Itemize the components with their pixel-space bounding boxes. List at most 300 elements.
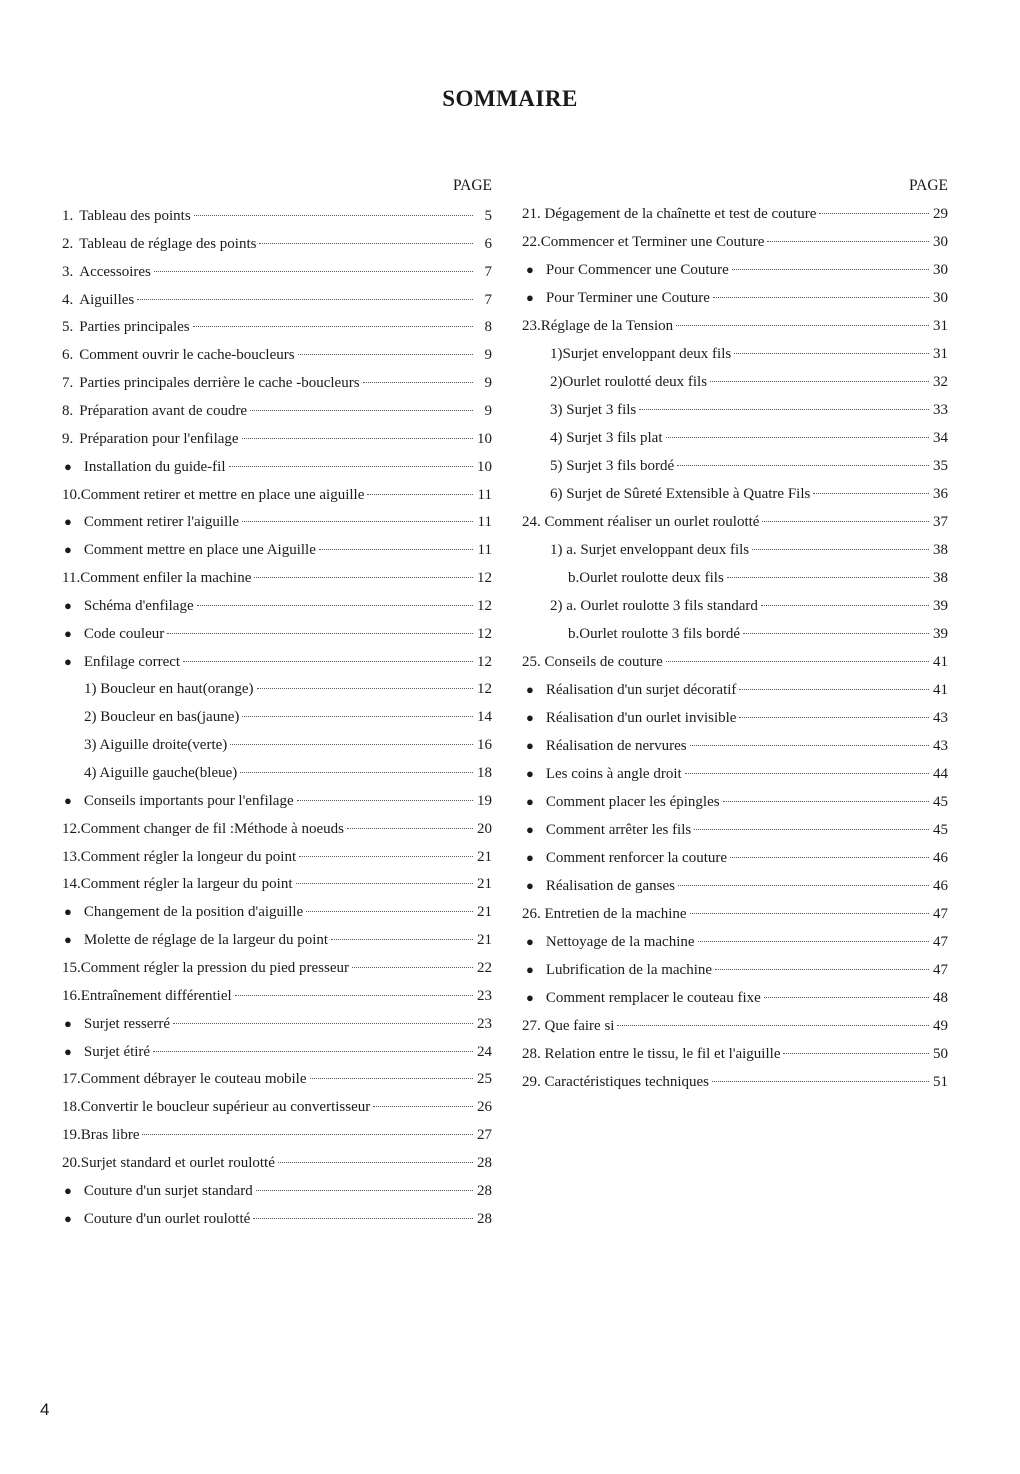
toc-entry bbox=[62, 652, 492, 672]
entry-label: 18.Convertir le boucleur supérieur au convertisseur bbox=[62, 1099, 371, 1116]
toc-entry bbox=[62, 429, 492, 449]
dot-leader bbox=[743, 632, 929, 634]
toc-entry bbox=[62, 763, 492, 783]
toc-entry bbox=[62, 1153, 492, 1173]
entry-label: Tableau des points bbox=[79, 208, 191, 224]
entry-label: b.Ourlet roulotte deux fils bbox=[568, 570, 724, 586]
dot-leader bbox=[373, 1105, 473, 1107]
entry-label: Schéma d'enfilage bbox=[83, 597, 194, 614]
toc-entry bbox=[62, 540, 492, 560]
dot-leader bbox=[278, 1161, 473, 1163]
entry-page: 11 bbox=[477, 486, 492, 503]
dot-leader bbox=[296, 882, 473, 884]
entry-label: 14.Comment régler la largeur du point bbox=[62, 876, 293, 893]
entry-label: Surjet resserré bbox=[83, 1015, 171, 1032]
dot-leader bbox=[761, 604, 929, 606]
dot-leader bbox=[250, 409, 473, 411]
entry-label: Molette de réglage de la largeur du point bbox=[83, 932, 329, 949]
dot-leader bbox=[783, 1052, 929, 1054]
entry-page: 23 bbox=[477, 1015, 492, 1032]
entry-label: 25. Conseils de couture bbox=[522, 654, 663, 670]
entry-page: 38 bbox=[933, 542, 948, 558]
dot-leader bbox=[229, 465, 474, 467]
toc-left-column bbox=[62, 176, 492, 1227]
entry-number: 2. bbox=[62, 235, 74, 252]
entry-page: 18 bbox=[477, 765, 492, 781]
dot-leader bbox=[698, 940, 929, 942]
entry-label: Conseils importants pour l'enfilage bbox=[83, 792, 294, 809]
entry-number: 1. bbox=[62, 208, 74, 224]
dot-leader bbox=[767, 240, 929, 242]
entry-page: 31 bbox=[933, 318, 948, 334]
bullet-icon: ● bbox=[64, 597, 72, 613]
entry-label: Préparation avant de coudre bbox=[79, 402, 248, 419]
toc-entry bbox=[522, 624, 948, 644]
entry-page: 43 bbox=[933, 738, 948, 754]
toc-entry bbox=[522, 428, 948, 448]
toc-entry bbox=[62, 735, 492, 755]
entry-label: 17.Comment débrayer le couteau mobile bbox=[62, 1071, 307, 1088]
entry-page: 31 bbox=[933, 346, 948, 362]
entry-page: 12 bbox=[477, 570, 492, 587]
toc-entry bbox=[62, 791, 492, 811]
toc-entry bbox=[522, 792, 948, 812]
entry-number: 8. bbox=[62, 402, 74, 419]
entry-label: 11.Comment enfiler la machine bbox=[62, 570, 252, 587]
entry-page: 46 bbox=[933, 878, 948, 894]
dot-leader bbox=[167, 632, 473, 634]
toc-entry bbox=[62, 1209, 492, 1229]
entry-page: 21 bbox=[477, 876, 492, 893]
entry-label: 5) Surjet 3 fils bordé bbox=[550, 458, 675, 474]
dot-leader bbox=[197, 604, 473, 606]
entry-page: 48 bbox=[933, 990, 948, 1006]
entry-page: 45 bbox=[933, 794, 948, 810]
entry-label: 20.Surjet standard et ourlet roulotté bbox=[62, 1154, 275, 1171]
toc-entry bbox=[62, 373, 492, 393]
toc-entry bbox=[62, 1125, 492, 1145]
entry-page: 16 bbox=[477, 737, 492, 754]
entry-page: 28 bbox=[477, 1182, 492, 1199]
dot-leader bbox=[694, 828, 929, 830]
entry-page: 12 bbox=[477, 625, 492, 642]
entry-number: 3. bbox=[62, 263, 74, 280]
entry-page: 12 bbox=[477, 681, 492, 698]
dot-leader bbox=[183, 660, 473, 662]
toc-entry bbox=[522, 848, 948, 868]
dot-leader bbox=[242, 520, 473, 522]
toc-entry bbox=[62, 819, 492, 839]
dot-leader bbox=[666, 436, 930, 438]
entry-label: Enfilage correct bbox=[83, 653, 181, 670]
entry-label: 26. Entretien de la machine bbox=[522, 906, 687, 922]
dot-leader bbox=[712, 1080, 929, 1082]
entry-page: 20 bbox=[477, 820, 492, 837]
toc-entry bbox=[522, 288, 948, 308]
entry-page: 7 bbox=[484, 291, 492, 308]
bullet-icon: ● bbox=[64, 1015, 72, 1031]
entry-label: Comment ouvrir le cache-boucleurs bbox=[79, 347, 295, 364]
entry-label: 3) Aiguille droite(verte) bbox=[84, 737, 228, 754]
toc-entry bbox=[522, 484, 948, 504]
entry-label: 12.Comment changer de fil :Méthode à noeuds bbox=[62, 820, 345, 837]
dot-leader bbox=[256, 1189, 473, 1191]
toc-entry bbox=[522, 400, 948, 420]
entry-label: Les coins à angle droit bbox=[545, 766, 682, 782]
entry-page: 47 bbox=[933, 906, 948, 922]
bullet-icon: ● bbox=[526, 766, 534, 781]
entry-label: Code couleur bbox=[83, 625, 165, 642]
toc-entry bbox=[62, 568, 492, 588]
toc-entry bbox=[522, 568, 948, 588]
entry-label: 24. Comment réaliser un ourlet roulotté bbox=[522, 514, 760, 530]
bullet-icon: ● bbox=[526, 934, 534, 949]
entry-label: 4) Aiguille gauche(bleue) bbox=[84, 765, 238, 781]
entry-page: 23 bbox=[477, 987, 492, 1004]
toc-entry bbox=[522, 708, 948, 728]
dot-leader bbox=[639, 408, 929, 410]
dot-leader bbox=[617, 1024, 929, 1026]
entry-page: 11 bbox=[477, 542, 492, 559]
dot-leader bbox=[363, 381, 473, 383]
toc-entry bbox=[62, 1014, 492, 1034]
dot-leader bbox=[193, 325, 473, 327]
page-title: SOMMAIRE bbox=[442, 86, 578, 111]
entry-page: 9 bbox=[484, 375, 492, 392]
entry-page: 24 bbox=[477, 1043, 492, 1060]
dot-leader bbox=[730, 856, 929, 858]
toc-entry bbox=[522, 540, 948, 560]
dot-leader bbox=[297, 799, 473, 801]
entry-label: 19.Bras libre bbox=[62, 1127, 140, 1144]
dot-leader bbox=[299, 855, 473, 857]
entry-page: 30 bbox=[933, 234, 948, 250]
entry-page: 50 bbox=[933, 1046, 948, 1062]
toc-entry bbox=[522, 904, 948, 924]
toc-entry bbox=[522, 260, 948, 280]
entry-label: Réalisation d'un surjet décoratif bbox=[545, 682, 737, 698]
dot-leader bbox=[153, 1050, 473, 1052]
entry-page: 45 bbox=[933, 822, 948, 838]
bullet-icon: ● bbox=[64, 458, 72, 474]
entry-label: Couture d'un ourlet roulotté bbox=[83, 1210, 251, 1227]
entry-label: Préparation pour l'enfilage bbox=[79, 430, 239, 447]
bullet-icon: ● bbox=[64, 932, 72, 948]
entry-label: 2) a. Ourlet roulotte 3 fils standard bbox=[550, 598, 758, 614]
entry-page: 8 bbox=[484, 319, 492, 336]
toc-entry bbox=[62, 1069, 492, 1089]
entry-label: Accessoires bbox=[79, 263, 151, 280]
toc-entry bbox=[522, 344, 948, 364]
dot-leader bbox=[666, 660, 929, 662]
entry-page: 41 bbox=[933, 654, 948, 670]
entry-label: 1) a. Surjet enveloppant deux fils bbox=[550, 542, 750, 558]
entry-page: 39 bbox=[933, 598, 948, 614]
dot-leader bbox=[242, 715, 473, 717]
dot-leader bbox=[676, 324, 929, 326]
toc-entry bbox=[522, 652, 948, 672]
entry-page: 5 bbox=[484, 208, 492, 224]
entry-page: 47 bbox=[933, 962, 948, 978]
entry-page: 14 bbox=[477, 709, 492, 726]
entry-label: 10.Comment retirer et mettre en place une aiguille bbox=[62, 486, 365, 503]
entry-label: Comment renforcer la couture bbox=[545, 850, 728, 866]
dot-leader bbox=[710, 380, 929, 382]
toc-entry bbox=[62, 290, 492, 310]
dot-leader bbox=[713, 296, 929, 298]
dot-leader bbox=[142, 1133, 473, 1135]
toc-entry bbox=[522, 960, 948, 980]
entry-page: 28 bbox=[477, 1210, 492, 1227]
bullet-icon: ● bbox=[526, 878, 534, 893]
entry-label: Comment remplacer le couteau fixe bbox=[545, 990, 761, 1006]
entry-label: Tableau de réglage des points bbox=[79, 235, 257, 252]
entry-page: 36 bbox=[933, 486, 948, 502]
entry-label: 3) Surjet 3 fils bbox=[550, 402, 637, 418]
entry-label: 29. Caractéristiques techniques bbox=[522, 1074, 710, 1090]
dot-leader bbox=[367, 493, 473, 495]
entry-page: 11 bbox=[477, 514, 492, 531]
bullet-icon: ● bbox=[526, 682, 534, 697]
dot-leader bbox=[235, 994, 473, 996]
entry-page: 12 bbox=[477, 653, 492, 670]
dot-leader bbox=[678, 884, 929, 886]
dot-leader bbox=[715, 968, 929, 970]
entry-page: 19 bbox=[477, 792, 492, 809]
bullet-icon: ● bbox=[526, 850, 534, 865]
entry-page: 32 bbox=[933, 374, 948, 390]
toc-entry bbox=[522, 596, 948, 616]
entry-page: 6 bbox=[484, 235, 492, 252]
toc-entry bbox=[522, 456, 948, 476]
toc-entry bbox=[62, 874, 492, 894]
toc-entry bbox=[62, 345, 492, 365]
entry-page: 33 bbox=[933, 402, 948, 418]
dot-leader bbox=[764, 996, 929, 998]
dot-leader bbox=[723, 800, 929, 802]
entry-label: Réalisation de ganses bbox=[545, 878, 675, 894]
toc-entry bbox=[522, 232, 948, 252]
bullet-icon: ● bbox=[526, 822, 534, 837]
entry-label: 4) Surjet 3 fils plat bbox=[550, 430, 663, 446]
entry-label: 13.Comment régler la longeur du point bbox=[62, 848, 297, 865]
bullet-icon: ● bbox=[64, 1043, 72, 1059]
entry-page: 21 bbox=[477, 904, 492, 921]
entry-label: b.Ourlet roulotte 3 fils bordé bbox=[568, 626, 741, 642]
entry-page: 43 bbox=[933, 710, 948, 726]
bullet-icon: ● bbox=[64, 542, 72, 558]
entry-number: 4. bbox=[62, 291, 74, 308]
dot-leader bbox=[259, 242, 473, 244]
dot-leader bbox=[154, 270, 473, 272]
dot-leader bbox=[230, 743, 473, 745]
toc-entry bbox=[62, 485, 492, 505]
dot-leader bbox=[685, 772, 929, 774]
entry-label: Pour Terminer une Couture bbox=[545, 290, 710, 306]
entry-label: Comment placer les épingles bbox=[545, 794, 720, 810]
toc-entry bbox=[62, 317, 492, 337]
entry-label: Comment arrêter les fils bbox=[545, 822, 692, 838]
entry-page: 9 bbox=[484, 402, 492, 419]
dot-leader bbox=[813, 492, 929, 494]
entry-page: 10 bbox=[477, 458, 492, 475]
toc-entry bbox=[62, 1042, 492, 1062]
toc-entry bbox=[62, 457, 492, 477]
entry-label: 22.Commencer et Terminer une Couture bbox=[522, 234, 765, 250]
entry-label: 28. Relation entre le tissu, le fil et l'aiguille bbox=[522, 1046, 781, 1062]
entry-page: 21 bbox=[477, 848, 492, 865]
entry-label: 2) Boucleur en bas(jaune) bbox=[84, 709, 240, 726]
dot-leader bbox=[310, 1077, 473, 1079]
toc-entry bbox=[62, 902, 492, 922]
entry-page: 30 bbox=[933, 290, 948, 306]
entry-page: 28 bbox=[477, 1154, 492, 1171]
page-column-header: PAGE bbox=[452, 177, 492, 194]
entry-label: Pour Commencer une Couture bbox=[545, 262, 729, 278]
dot-leader bbox=[240, 771, 473, 773]
dot-leader bbox=[727, 576, 929, 578]
toc-entry bbox=[62, 624, 492, 644]
entry-page: 49 bbox=[933, 1018, 948, 1034]
dot-leader bbox=[253, 1217, 473, 1219]
dot-leader bbox=[298, 353, 473, 355]
toc-entry bbox=[62, 262, 492, 282]
bullet-icon: ● bbox=[526, 990, 534, 1005]
entry-label: 6) Surjet de Sûreté Extensible à Quatre Fils bbox=[550, 486, 811, 502]
dot-leader bbox=[739, 716, 929, 718]
entry-page: 37 bbox=[933, 514, 948, 530]
dot-leader bbox=[254, 576, 473, 578]
entry-number: 5. bbox=[62, 319, 74, 336]
entry-label: Comment mettre en place une Aiguille bbox=[83, 542, 316, 559]
bullet-icon: ● bbox=[64, 653, 72, 669]
bullet-icon: ● bbox=[526, 710, 534, 725]
toc-entry bbox=[62, 1181, 492, 1201]
entry-page: 25 bbox=[477, 1071, 492, 1088]
toc-entry bbox=[522, 512, 948, 532]
dot-leader bbox=[734, 352, 929, 354]
dot-leader bbox=[194, 214, 473, 216]
dot-leader bbox=[319, 548, 473, 550]
entry-page: 10 bbox=[477, 430, 492, 447]
bullet-icon: ● bbox=[64, 904, 72, 920]
entry-page: 44 bbox=[933, 766, 948, 782]
entry-label: Réalisation de nervures bbox=[545, 738, 687, 754]
toc-entry bbox=[522, 680, 948, 700]
bullet-icon: ● bbox=[64, 1182, 72, 1198]
dot-leader bbox=[739, 688, 929, 690]
entry-label: Aiguilles bbox=[79, 291, 135, 308]
bullet-icon: ● bbox=[64, 625, 72, 641]
toc-entry bbox=[522, 736, 948, 756]
entry-label: 21. Dégagement de la chaînette et test de couture bbox=[522, 206, 817, 222]
entry-page: 47 bbox=[933, 934, 948, 950]
entry-label: 16.Entraînement différentiel bbox=[62, 987, 232, 1004]
toc-entry bbox=[62, 958, 492, 978]
entry-label: 15.Comment régler la pression du pied presseur bbox=[62, 959, 350, 976]
entry-label: 2)Ourlet roulotté deux fils bbox=[550, 374, 708, 390]
dot-leader bbox=[819, 212, 929, 214]
toc-entry bbox=[522, 988, 948, 1008]
toc-entry bbox=[522, 764, 948, 784]
toc-right-column bbox=[522, 176, 948, 1090]
toc-entry bbox=[522, 1044, 948, 1064]
toc-entry bbox=[62, 596, 492, 616]
dot-leader bbox=[690, 912, 929, 914]
entry-page: 39 bbox=[933, 626, 948, 642]
bullet-icon: ● bbox=[526, 262, 534, 277]
entry-label: 1) Boucleur en haut(orange) bbox=[84, 681, 254, 698]
dot-leader bbox=[752, 548, 929, 550]
page-number: 4 bbox=[40, 1400, 50, 1419]
entry-page: 12 bbox=[477, 597, 492, 614]
entry-page: 21 bbox=[477, 932, 492, 949]
dot-leader bbox=[173, 1022, 473, 1024]
entry-label: Installation du guide-fil bbox=[83, 458, 226, 475]
bullet-icon: ● bbox=[526, 962, 534, 977]
page-column-header: PAGE bbox=[908, 177, 948, 194]
entry-label: Parties principales bbox=[79, 319, 190, 336]
bullet-icon: ● bbox=[64, 1210, 72, 1226]
toc-entry bbox=[522, 372, 948, 392]
dot-leader bbox=[347, 827, 473, 829]
entry-number: 9. bbox=[62, 430, 74, 447]
entry-label: 23.Réglage de la Tension bbox=[522, 318, 674, 334]
toc-entry bbox=[62, 679, 492, 699]
entry-page: 41 bbox=[933, 682, 948, 698]
dot-leader bbox=[257, 687, 473, 689]
entry-page: 46 bbox=[933, 850, 948, 866]
entry-page: 27 bbox=[477, 1127, 492, 1144]
toc-entry bbox=[62, 930, 492, 950]
toc-entry bbox=[62, 707, 492, 727]
bullet-icon: ● bbox=[64, 792, 72, 808]
entry-label: Surjet étiré bbox=[83, 1043, 151, 1060]
entry-page: 30 bbox=[933, 262, 948, 278]
entry-label: Parties principales derrière le cache -boucleurs bbox=[79, 375, 360, 392]
toc-entry bbox=[62, 1097, 492, 1117]
entry-page: 26 bbox=[477, 1099, 492, 1116]
entry-page: 22 bbox=[477, 959, 492, 976]
toc-entry bbox=[62, 986, 492, 1006]
toc-entry bbox=[62, 234, 492, 254]
entry-number: 7. bbox=[62, 375, 74, 392]
entry-number: 6. bbox=[62, 347, 74, 364]
entry-label: Changement de la position d'aiguille bbox=[83, 904, 304, 921]
toc-entry bbox=[522, 204, 948, 224]
entry-label: Réalisation d'un ourlet invisible bbox=[545, 710, 737, 726]
bullet-icon: ● bbox=[526, 738, 534, 753]
entry-label: Couture d'un surjet standard bbox=[83, 1182, 253, 1199]
toc-entry bbox=[62, 206, 492, 226]
entry-label: Nettoyage de la machine bbox=[545, 934, 695, 950]
bullet-icon: ● bbox=[526, 794, 534, 809]
toc-entry bbox=[522, 1016, 948, 1036]
dot-leader bbox=[331, 938, 473, 940]
bullet-icon: ● bbox=[64, 514, 72, 530]
entry-label: 1)Surjet enveloppant deux fils bbox=[550, 346, 732, 362]
dot-leader bbox=[137, 298, 473, 300]
toc-entry bbox=[522, 932, 948, 952]
toc-entry bbox=[62, 847, 492, 867]
toc-entry bbox=[522, 316, 948, 336]
entry-page: 34 bbox=[933, 430, 948, 446]
entry-page: 9 bbox=[484, 347, 492, 364]
entry-page: 35 bbox=[933, 458, 948, 474]
bullet-icon: ● bbox=[526, 290, 534, 305]
toc-entry bbox=[522, 1072, 948, 1092]
toc-entry bbox=[522, 876, 948, 896]
